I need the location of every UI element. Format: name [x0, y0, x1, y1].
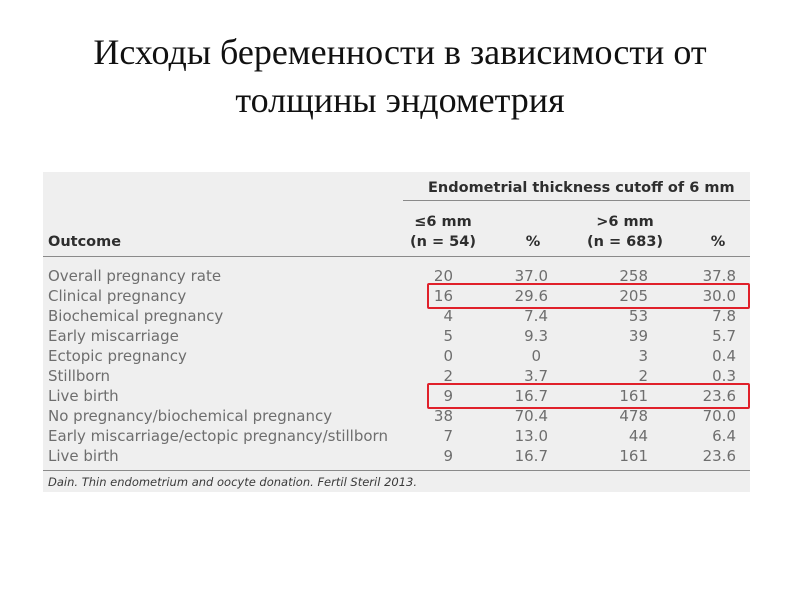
table-bottom-rule: [43, 470, 750, 471]
cell-pct-gt6: 30.0: [702, 287, 736, 305]
cell-pct-gt6: 7.8: [712, 307, 736, 325]
cell-pct-le6: 16.7: [514, 387, 548, 405]
cell-n-gt6: 39: [628, 327, 648, 345]
col-header-pct2: %: [710, 234, 726, 250]
cell-pct-gt6: 6.4: [712, 427, 736, 445]
cell-n-gt6: 161: [619, 447, 648, 465]
cell-pct-gt6: 0.4: [712, 347, 736, 365]
cell-pct-gt6: 0.3: [712, 367, 736, 385]
cell-n-le6: 38: [433, 407, 453, 425]
cell-n-gt6: 3: [638, 347, 648, 365]
cell-n-gt6: 478: [619, 407, 648, 425]
col-header-gt6-line1: >6 mm: [596, 214, 654, 230]
highlight-box-clinical-pregnancy: [427, 283, 750, 309]
citation: Dain. Thin endometrium and oocyte donation. Fertil Steril 2013.: [48, 475, 417, 489]
cell-pct-le6: 37.0: [514, 267, 548, 285]
cell-pct-gt6: 5.7: [712, 327, 736, 345]
cell-outcome: Ectopic pregnancy: [48, 347, 187, 365]
cell-pct-le6: 9.3: [524, 327, 548, 345]
cell-n-gt6: 258: [619, 267, 648, 285]
cell-pct-gt6: 37.8: [702, 267, 736, 285]
outcomes-table: [43, 172, 750, 492]
cell-outcome: No pregnancy/biochemical pregnancy: [48, 407, 333, 425]
cell-outcome: Overall pregnancy rate: [48, 267, 222, 285]
cell-pct-gt6: 70.0: [702, 407, 736, 425]
cell-n-gt6: 205: [619, 287, 648, 305]
cell-outcome: Live birth: [48, 387, 119, 405]
cell-pct-le6: 3.7: [524, 367, 548, 385]
header-bottom-rule: [43, 256, 750, 257]
cell-n-le6: 5: [443, 327, 453, 345]
group-header-rule: [403, 200, 750, 201]
cell-n-le6: 9: [443, 447, 453, 465]
cell-pct-le6: 0: [531, 347, 541, 365]
col-header-le6-line1: ≤6 mm: [414, 214, 472, 230]
cell-n-gt6: 2: [638, 367, 648, 385]
cell-pct-gt6: 23.6: [702, 387, 736, 405]
cell-n-le6: 4: [443, 307, 453, 325]
cell-pct-le6: 70.4: [514, 407, 548, 425]
highlight-box-live-birth: [427, 383, 750, 409]
cell-pct-le6: 29.6: [514, 287, 548, 305]
slide-title: [0, 28, 800, 124]
cell-outcome: Live birth: [48, 447, 119, 465]
cell-n-le6: 20: [433, 267, 453, 285]
cell-n-le6: 7: [443, 427, 453, 445]
cell-n-le6: 0: [443, 347, 453, 365]
group-header: Endometrial thickness cutoff of 6 mm: [428, 180, 735, 196]
cell-pct-gt6: 23.6: [702, 447, 736, 465]
title-line-1: Исходы беременности в зависимости от: [93, 32, 707, 72]
cell-pct-le6: 16.7: [514, 447, 548, 465]
cell-pct-le6: 13.0: [514, 427, 548, 445]
cell-n-le6: 2: [443, 367, 453, 385]
cell-n-le6: 16: [433, 287, 453, 305]
title-line-2: толщины эндометрия: [235, 80, 565, 120]
cell-outcome: Clinical pregnancy: [48, 287, 187, 305]
cell-outcome: Early miscarriage/ectopic pregnancy/stillborn: [48, 427, 388, 445]
cell-outcome: Early miscarriage: [48, 327, 179, 345]
col-header-outcome: Outcome: [48, 234, 122, 250]
cell-n-gt6: 44: [628, 427, 648, 445]
cell-n-gt6: 53: [628, 307, 648, 325]
cell-pct-le6: 7.4: [524, 307, 548, 325]
cell-outcome: Biochemical pregnancy: [48, 307, 224, 325]
cell-n-gt6: 161: [619, 387, 648, 405]
col-header-le6-line2: (n = 54): [409, 234, 476, 250]
cell-n-le6: 9: [443, 387, 453, 405]
cell-outcome: Stillborn: [48, 367, 111, 385]
col-header-gt6-line2: (n = 683): [586, 234, 664, 250]
col-header-pct1: %: [525, 234, 541, 250]
